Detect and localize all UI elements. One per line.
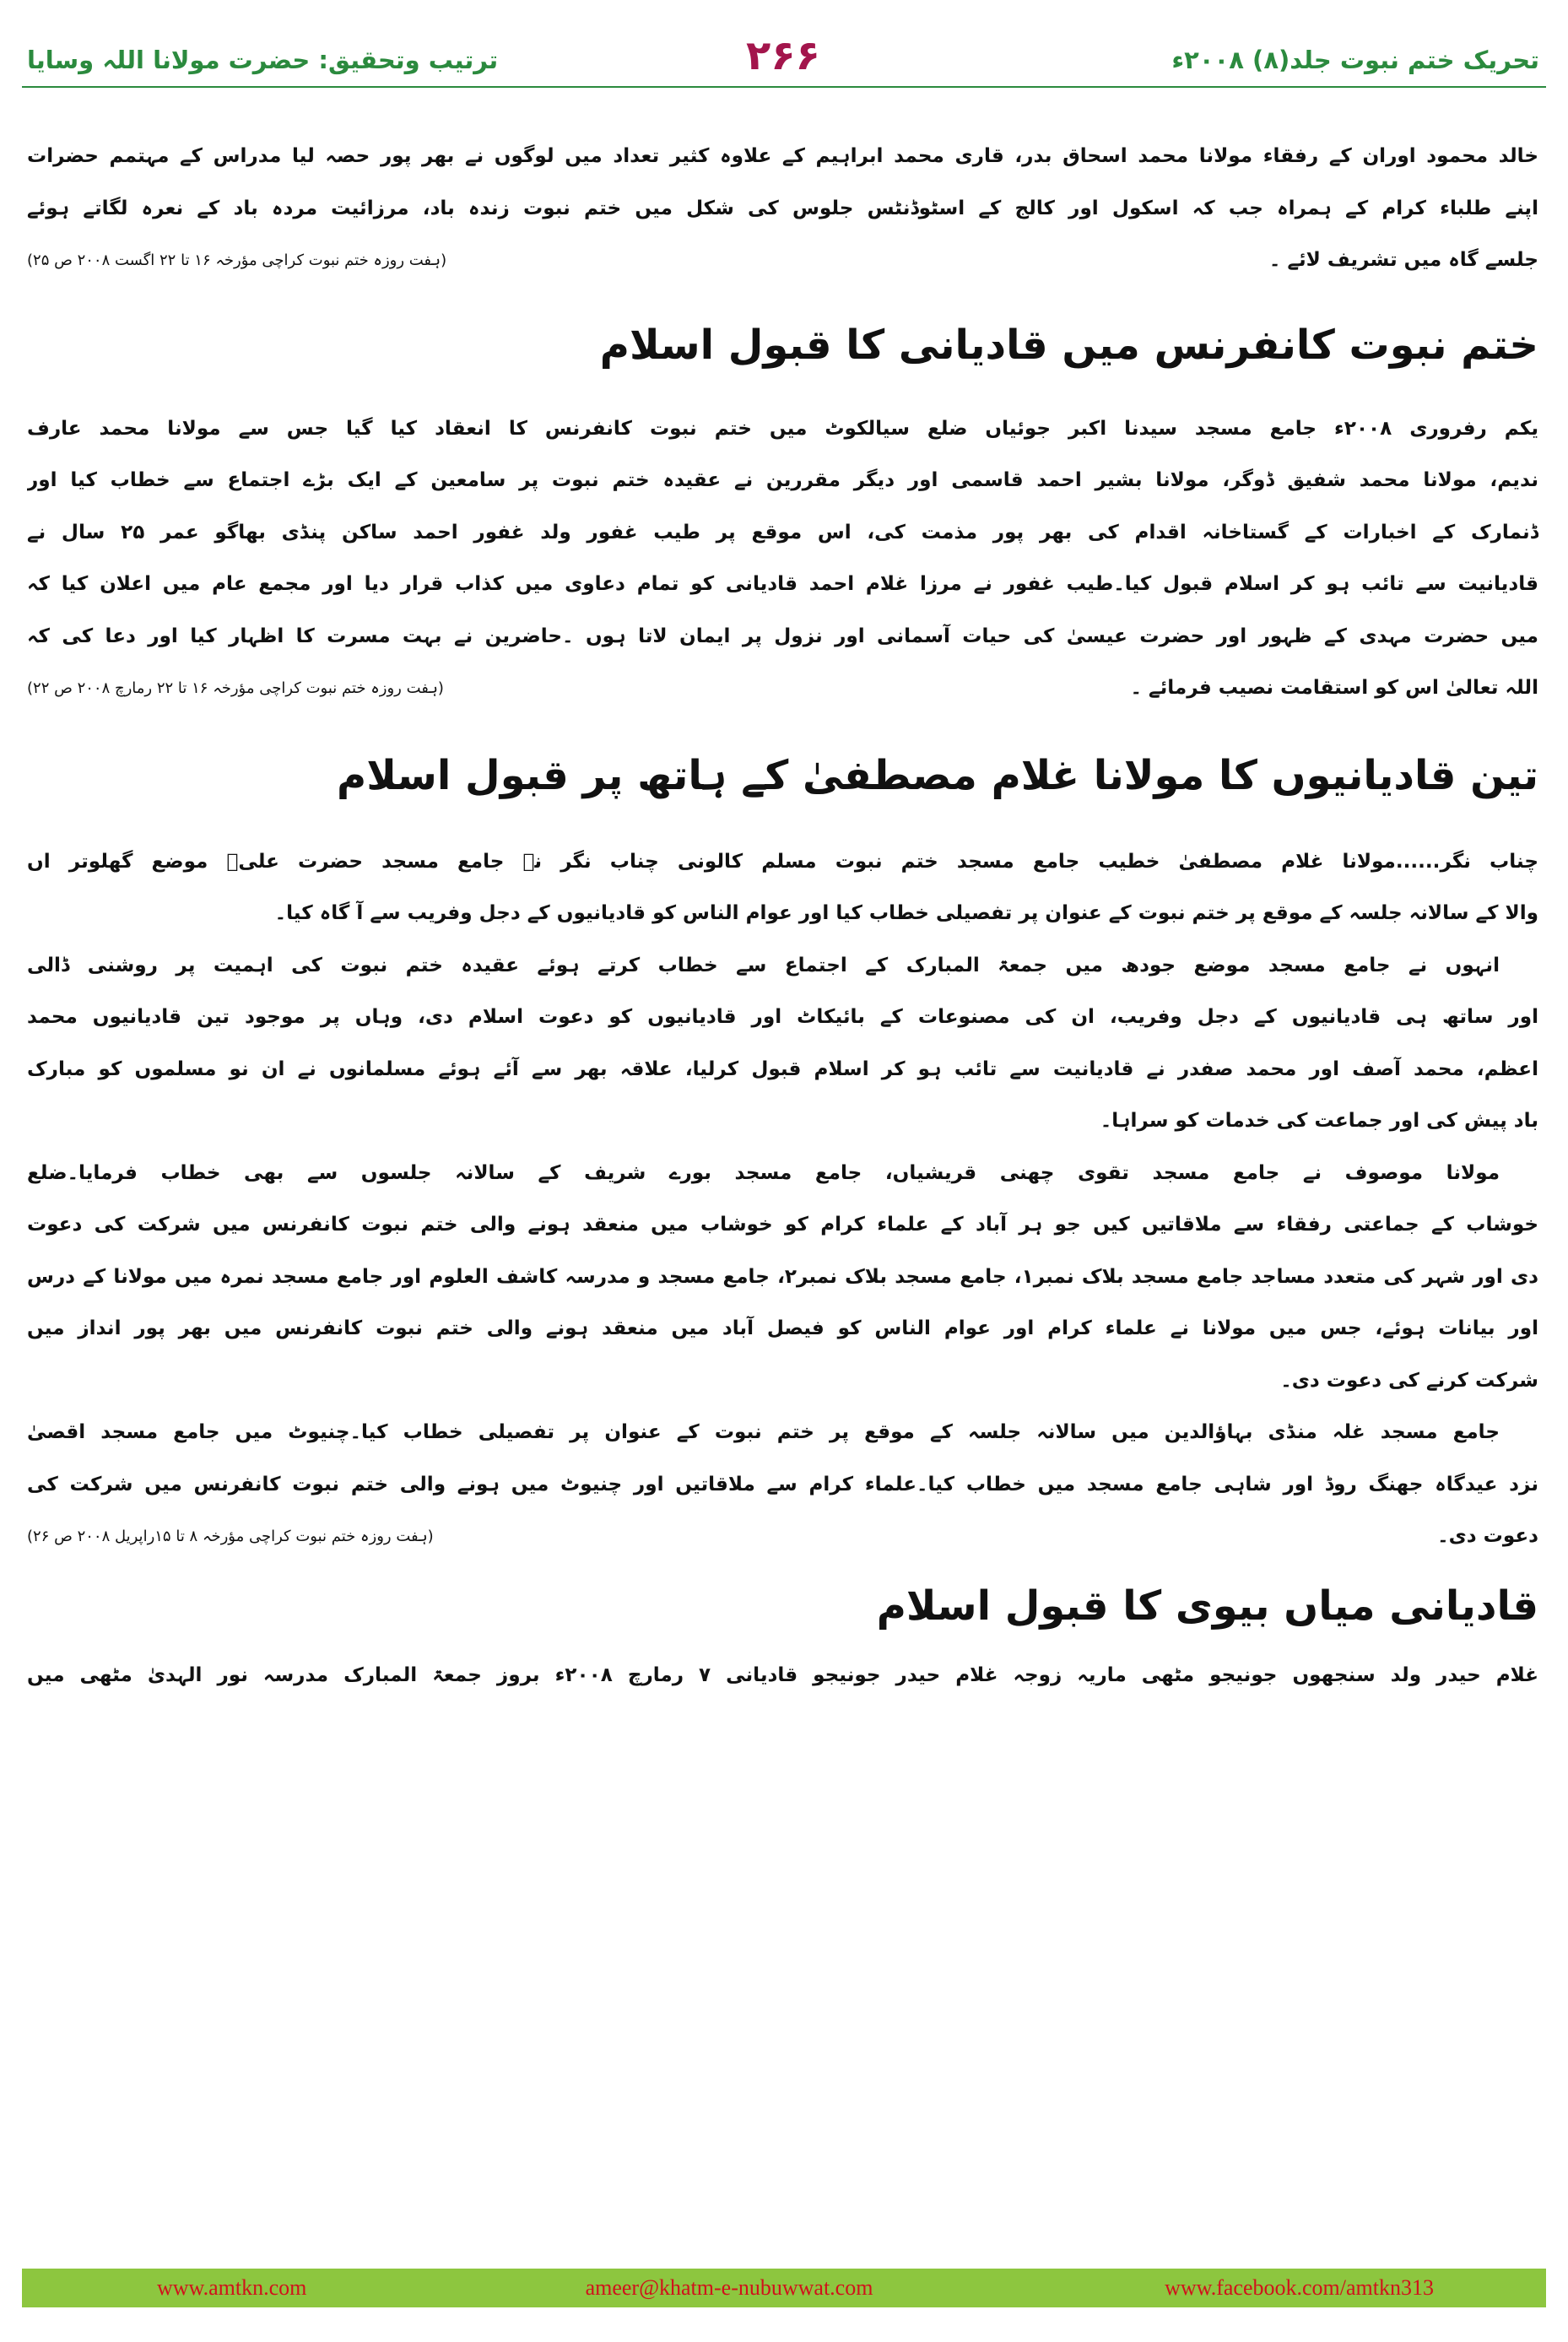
text-line: ندیم، مولانا محمد شفیق ڈوگر، مولانا بشیر احمد قاسمی اور دیگر مقررین نے عقیدہ ختم نبوت پر سامعین کے ایک بڑے اجتماع سے خطاب کیا اور [27,469,1538,491]
text-line: نزد عیدگاہ جھنگ روڈ اور شاہی جامع مسجد میں خطاب کیا۔علماء کرام سے ملاقاتیں اور چنیوٹ میں ہونے والی ختم نبوت کانفرنس میں شرکت کی [27,1473,1538,1496]
page-header [27,30,1539,84]
text-line: دعوت دی۔ [1437,1525,1538,1547]
text-line: انہوں نے جامع مسجد موضع جودھ میں جمعۃ المبارک کے اجتماع سے خطاب کرتے ہوئے عقیدہ ختم نبوت کی اہمیت پر روشنی ڈالی [27,954,1500,976]
text-line: اللہ تعالیٰ اس کو استقامت نصیب فرمائے ۔ [1130,677,1538,699]
facebook-link[interactable]: www.facebook.com/amtkn313 [1165,2275,1434,2300]
text-line: دی اور شہر کی متعدد مساجد جامع مسجد بلاک نمبر۱، جامع مسجد بلاک نمبر۲، جامع مسجد و مدرسہ کاشف العلوم اور جامع مسجد نمرہ میں مولانا کے درس [27,1265,1538,1288]
page-number: ۲۶۶ [746,32,820,79]
header-rule [22,86,1546,88]
text-line: اور ساتھ ہی قادیانیوں کے دجل وفریب، ان کی مصنوعات کے بائیکاٹ اور قادیانیوں کو دعوت اسلام دی، وہاں پر موجود تین قادیانیوں محمد [27,1006,1538,1028]
text-line: چناب نگر......مولانا غلام مصطفیٰ خطیب جامع مسجد ختم نبوت مسلم کالونی چناب نگر نے جامع مسجد حضرت علیؓ موضع گھلوتر اں [27,850,1538,873]
text-line: والا کے سالانہ جلسہ کے موقع پر ختم نبوت کے عنوان پر تفصیلی خطاب کیا اور عوام الناس کو قادیانیوں کے دجل وفریب سے آ گاہ کیا۔ [274,902,1538,924]
text-line: قادیانیت سے تائب ہو کر اسلام قبول کیا۔طیب غفور نے مرزا غلام احمد قادیانی کو تمام دعاوی میں کذاب قرار دیا اور مجمع عام میں اعلان کیا کہ [27,573,1538,595]
text-line: اور بیانات ہوئے، جس میں مولانا نے علماء کرام اور عوام الناس کو فیصل آباد میں منعقد ہونے والی ختم نبوت کانفرنس میں بھر پور انداز میں [27,1317,1538,1339]
text-line: یکم رفروری ۲۰۰۸ء جامع مسجد سیدنا اکبر جوئیاں ضلع سیالکوٹ میں ختم نبوت کانفرنس کا انعقاد کیا گیا جس سے مولانا محمد عارف [27,417,1538,440]
section-heading: ختم نبوت کانفرنس میں قادیانی کا قبول اسلام [599,321,1538,369]
text-line: باد پیش کی اور جماعت کی خدمات کو سراہا۔ [1100,1110,1538,1132]
text-line: شرکت کرنے کی دعوت دی۔ [1280,1369,1538,1392]
website-link[interactable]: www.amtkn.com [157,2275,307,2300]
section-heading: تین قادیانیوں کا مولانا غلام مصطفیٰ کے ہاتھ پر قبول اسلام [337,751,1538,799]
text-line: غلام حیدر ولد سنجھوں جونیجو مٹھی ماریہ زوجہ غلام حیدر جونیجو قادیانی ۷ رمارچ ۲۰۰۸ء بروز جمعۃ المبارک مدرسہ نور الہدیٰ مٹھی میں [27,1663,1538,1686]
page-body [27,131,1538,1701]
source-citation: (ہفت روزہ ختم نبوت کراچی مؤرخہ ۸ تا ۱۵راپریل ۲۰۰۸ ص ۲۶) [27,1528,434,1545]
text-line: خوشاب کے جماعتی رفقاء سے ملاقاتیں کیں جو ہر آباد کے علماء کرام کو خوشاب میں منعقد ہونے والی ختم نبوت کانفرنس میں شرکت کی دعوت [27,1214,1538,1236]
email-link[interactable]: ameer@khatm-e-nubuwwat.com [585,2275,873,2300]
text-line: اپنے طلباء کرام کے ہمراہ جب کہ اسکول اور کالج کے اسٹوڈنٹس جلوس کی شکل میں ختم نبوت زندہ باد، مرزائیت مردہ باد کے نعرہ لگاتے ہوئے [27,197,1538,219]
section-heading: قادیانی میاں بیوی کا قبول اسلام [876,1582,1538,1630]
text-line: ڈنمارک کے اخبارات کے گستاخانہ اقدام کی بھر پور مذمت کی، اس موقع پر طیب غفور ولد غفور احمد ساکن پنڈی بھاگو عمر ۲۵ سال نے [27,521,1538,544]
book-title: تحریک ختم نبوت جلد(۸) ۲۰۰۸ء [1171,46,1539,74]
text-line: مولانا موصوف نے جامع مسجد تقوی چھنی قریشیاں، جامع مسجد بورے شریف کے سالانہ جلسوں سے بھی خطاب فرمایا۔ضلع [27,1161,1500,1184]
text-line-with-citation [27,1511,1538,1563]
source-citation: (ہفت روزہ ختم نبوت کراچی مؤرخہ ۱۶ تا ۲۲ رمارچ ۲۰۰۸ ص ۲۲) [27,679,444,697]
source-citation: (ہفت روزہ ختم نبوت کراچی مؤرخہ ۱۶ تا ۲۲ اگست ۲۰۰۸ ص ۲۵) [27,252,447,269]
text-line-with-citation [27,663,1538,715]
text-line: خالد محمود اوران کے رفقاء مولانا محمد اسحاق بدر، قاری محمد ابراہیم کے علاوہ کثیر تعداد میں لوگوں نے بھر پور حصہ لیا مدراس کے مہتمم حضرات [27,145,1538,167]
text-line: جامع مسجد غلہ منڈی بہاؤالدین میں سالانہ جلسہ کے موقع پر ختم نبوت کے عنوان پر تفصیلی خطاب کیا۔چنیوٹ میں جامع مسجد اقصیٰ [27,1421,1500,1443]
text-line: میں حضرت مہدی کے ظہور اور حضرت عیسیٰ کی حیات آسمانی اور نزول پر ایمان لاتا ہوں ۔حاضرین نے بہت مسرت کا اظہار کیا اور دعا کی کہ [27,625,1538,647]
text-line: اعظم، محمد آصف اور محمد صفدر نے قادیانیت سے تائب ہو کر اسلام قبول کرلیا، علاقہ بھر سے آئے ہوئے مسلمانوں نے ان نو مسلموں کو مبارک [27,1057,1538,1080]
text-line: جلسے گاہ میں تشریف لائے ۔ [1268,249,1538,271]
footer-bar [22,2269,1546,2307]
text-line-with-citation [27,235,1538,287]
compiler-credit: ترتیب وتحقیق: حضرت مولانا اللہ وسایا [27,46,499,74]
